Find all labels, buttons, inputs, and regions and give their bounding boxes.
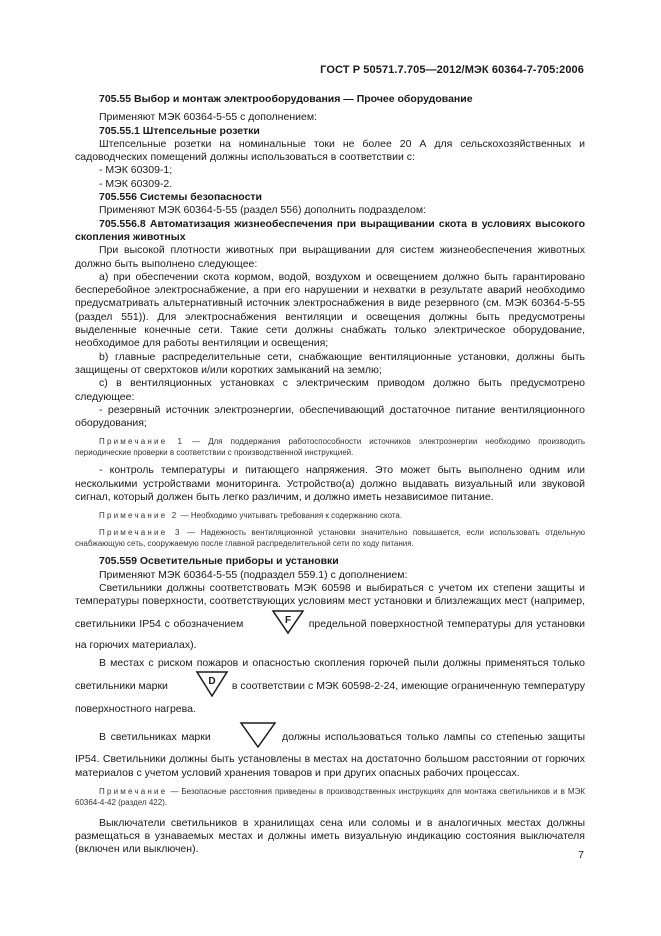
note-label: Примечание 1 [99, 437, 185, 447]
note [75, 786, 585, 808]
note-2 [75, 510, 585, 521]
f-mark-triangle-icon [247, 609, 305, 639]
text: предельной поверхностной температуры для установки на горючих материалах). [75, 617, 586, 651]
paragraph [75, 657, 585, 716]
section-705-55-intro: Применяют МЭК 60364-5-55 с дополнением: [99, 111, 317, 124]
note-text: — Необходимо учитывать требования к содержанию скота. [178, 511, 403, 521]
section-705-559-title: 705.559 Осветительные приборы и установки [99, 555, 339, 568]
section-705-55-title: 705.55 Выбор и монтаж электрооборудования — Прочее оборудование [99, 93, 473, 105]
paragraph: При высокой плотности животных при выращивании для систем жизнеобеспечения животных должно быть выполнено следующее: [75, 244, 585, 270]
note-label: Примечание [99, 786, 168, 796]
d-mark-triangle-icon [171, 670, 229, 702]
text: в соответствии с МЭК 60598-2-24, имеющие ограниченную температуру поверхностного нагрева. [75, 680, 586, 715]
text: Светильники должны соответствовать МЭК 60598 и выбираться с учетом их степени защиты и температуры поверхности, соответствующих условиям мест установки и близлежащих мест (например, светильники IP54 с обозначением [75, 581, 585, 630]
text: В светильниках марки [99, 730, 211, 743]
list-item-a: а) при обеспечении скота кормом, водой, воздухом и освещением должно быть гарантировано бесперебойное электроснабжение, а при его нарушении и нехватки в результате аварий необходимо предусматривать альтернативный источник электроснабжения в виде резервного (см. МЭК 60364-5-55 (раздел 551)). Для электроснабжения вентиляции и освещения должны быть предусмотрены выделенные конечные сети. Такие сети должны снабжать только электрическое оборудование, необходимое для работы вентиляции и освещения; [75, 270, 585, 350]
paragraph [75, 582, 585, 652]
section-705-556-title: 705.556 Системы безопасности [99, 191, 263, 204]
section-705-55-1-title: 705.55.1 Штепсельные розетки [99, 124, 260, 137]
list-item: - МЭК 60309-2. [99, 177, 173, 190]
text: должны использоваться только лампы со степенью защиты IP54. Светильники должны быть установлены в местах на достаточно большом расстоянии от горючих материалов с учетом условий хранения товаров и при других опасных рабочих процессах. [75, 730, 586, 779]
section-705-556-8-title: 705.556.8 Автоматизация жизнеобеспечения при выращивании скота в условиях высокого скопления животных [75, 217, 585, 243]
note-label: Примечание 2 [99, 511, 179, 521]
f-mark-letter: F [284, 614, 292, 626]
page-number: 7 [578, 849, 584, 861]
list-item-b: b) главные распределительные сети, снабжающие вентиляционные установки, должны быть защищены от сверхтоков и/или коротких замыканий на землю; [75, 350, 585, 376]
list-item-c: c) в вентиляционных установках с электрическим приводом должно быть предусмотрено следующее: [75, 377, 585, 403]
empty-triangle-mark-icon [215, 721, 277, 753]
text: В местах с риском пожаров и опасностью скопления горючей пыли должны применяться только светильники марки [75, 657, 585, 693]
note-text: — Для поддержания работоспособности источников электроэнергии необходимо производить периодические проверки в соответствии с производственной инструкцией. [75, 437, 585, 458]
paragraph: Выключатели светильников в хранилищах сена или соломы и в аналогичных местах должны размещаться в узнаваемых местах и должны иметь визуальную индикацию состояния выключателя (включен или выключен). [75, 816, 585, 856]
note-text: — Безопасные расстояния приведены в производственных инструкциях для монтажа светильников и в МЭК 60364-4-42 (раздел 422). [75, 786, 585, 807]
list-item: - МЭК 60309-1; [99, 164, 173, 177]
paragraph [75, 721, 585, 780]
d-mark-letter: D [208, 676, 216, 688]
section-705-55-1-text: Штепсельные розетки на номинальные токи не более 20 А для сельскохозяйственных и садоводческих помещений должны использоваться в соответствии с: [75, 137, 585, 164]
section-705-556-intro: Применяют МЭК 60364-5-55 (раздел 556) дополнить подразделом: [99, 204, 427, 217]
note-label: Примечание 3 [99, 528, 182, 538]
list-item: - резервный источник электроэнергии, обеспечивающий достаточное питание вентиляционного оборудования; [75, 403, 585, 430]
note-1 [75, 436, 585, 458]
document-body [75, 93, 585, 857]
section-705-559-intro: Применяют МЭК 60364-5-55 (подраздел 559.1) с дополнением: [99, 568, 408, 581]
note-text: — Надежность вентиляционной установки значительно повышается, если использовать отдельную снабжающую сеть, сооружаемую после главной распределительной сети по ходу питания. [75, 528, 585, 549]
list-item: - контроль температуры и питающего напряжения. Это может быть выполнено одним или несколькими устройствами мониторинга. Устройство(а) должно выдавать визуальный или звуковой сигнал, который должен быть легко различим, и должно иметь независимое питание. [75, 464, 585, 504]
document-header: ГОСТ Р 50571.7.705—2012/МЭК 60364-7-705:2006 [320, 64, 584, 76]
note-3 [75, 527, 585, 549]
